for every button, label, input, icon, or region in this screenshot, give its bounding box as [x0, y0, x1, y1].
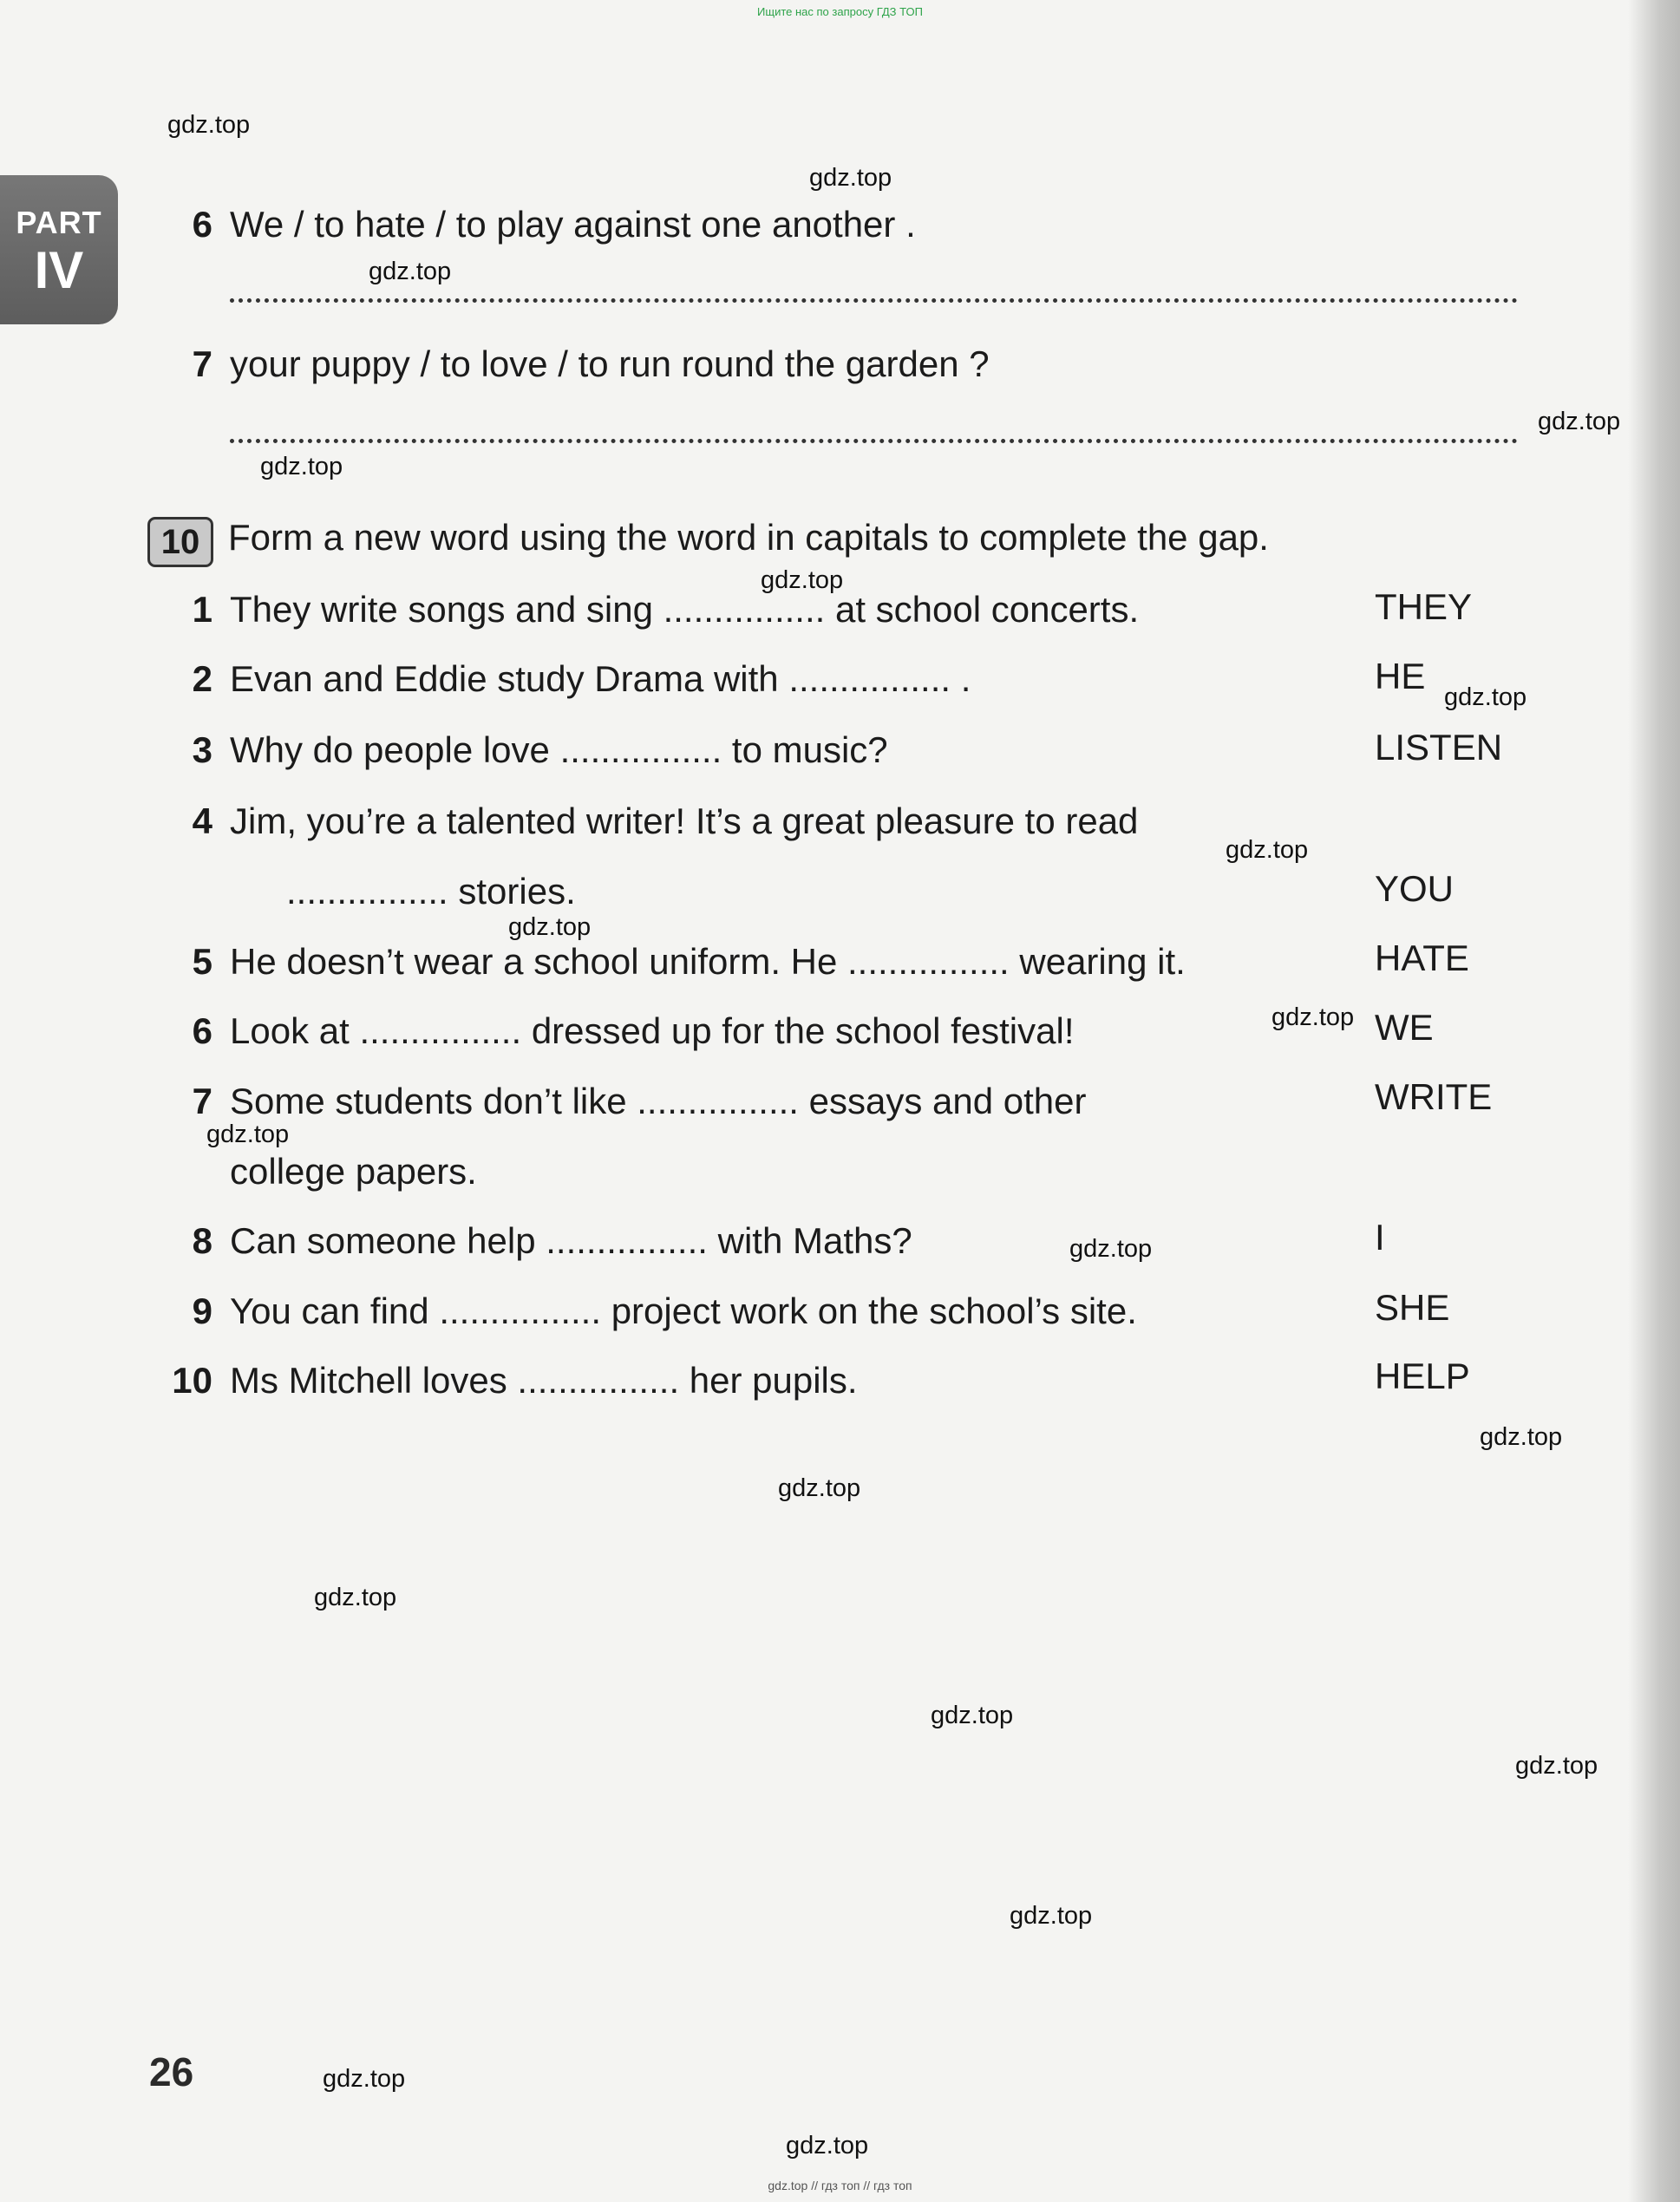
item-text-continued: college papers. — [230, 1151, 477, 1192]
item-text: You can find ................ project work on the school’s site. — [230, 1290, 1137, 1331]
item-text: They write songs and sing ................ at school concerts. — [230, 589, 1140, 630]
part-tab — [0, 175, 118, 324]
capital-word: SHE — [1375, 1287, 1450, 1328]
watermark: gdz.top — [809, 164, 892, 192]
watermark: gdz.top — [778, 1474, 861, 1502]
part-numeral: IV — [34, 241, 84, 299]
watermark: gdz.top — [1226, 836, 1309, 864]
item-number: 4 — [192, 800, 212, 841]
watermark: gdz.top — [1444, 683, 1527, 711]
watermark: gdz.top — [314, 1584, 397, 1611]
watermark: gdz.top — [167, 111, 251, 139]
answer-line — [230, 439, 1518, 443]
watermark: gdz.top — [369, 258, 452, 285]
watermark: gdz.top — [1538, 408, 1621, 435]
watermark: gdz.top — [508, 913, 592, 941]
watermark: gdz.top — [260, 453, 343, 480]
top-banner: Ищите нас по запросу ГДЗ ТОП — [757, 5, 923, 18]
item-number: 2 — [192, 658, 212, 699]
watermark: gdz.top — [1515, 1752, 1598, 1780]
answer-line — [230, 298, 1518, 303]
item-text: Evan and Eddie study Drama with ................ . — [230, 658, 971, 699]
capital-word: WRITE — [1375, 1076, 1493, 1117]
item-number: 10 — [172, 1360, 212, 1401]
item-number: 6 — [192, 1010, 212, 1051]
item-text: Jim, you’re a talented writer! It’s a great pleasure to read — [230, 800, 1139, 841]
capital-word: HELP — [1375, 1356, 1470, 1396]
watermark: gdz.top — [931, 1702, 1014, 1729]
watermark: gdz.top — [786, 2132, 869, 2160]
capital-word: HE — [1375, 656, 1426, 696]
capital-word: I — [1375, 1217, 1385, 1258]
item-number: 7 — [192, 343, 212, 384]
page-number: 26 — [149, 2049, 194, 2094]
watermark: gdz.top — [1069, 1235, 1153, 1263]
watermark: gdz.top — [1010, 1902, 1093, 1930]
item-number: 1 — [192, 589, 212, 630]
watermark: gdz.top — [206, 1121, 290, 1148]
item-number: 3 — [192, 729, 212, 770]
item-text: We / to hate / to play against one another . — [230, 204, 916, 245]
page-edge-shadow — [1628, 0, 1680, 2202]
exercise-instruction: Form a new word using the word in capitals to complete the gap. — [228, 517, 1269, 558]
item-text-continued: ................ stories. — [286, 871, 576, 912]
bottom-banner: gdz.top // гдз топ // гдз топ — [768, 2179, 912, 2192]
exercise-number-badge: 10 — [147, 517, 213, 567]
item-number: 6 — [192, 204, 212, 245]
item-number: 5 — [192, 941, 212, 982]
item-text: He doesn’t wear a school uniform. He ................ wearing it. — [230, 941, 1186, 982]
capital-word: YOU — [1375, 868, 1454, 909]
capital-word: THEY — [1375, 586, 1473, 627]
item-text: Ms Mitchell loves ................ her pupils. — [230, 1360, 858, 1401]
watermark: gdz.top — [1271, 1003, 1355, 1031]
item-text: Look at ................ dressed up for the school festival! — [230, 1010, 1075, 1051]
capital-word: WE — [1375, 1007, 1434, 1048]
watermark: gdz.top — [323, 2065, 406, 2093]
item-number: 7 — [192, 1081, 212, 1121]
item-text: Can someone help ................ with Maths? — [230, 1220, 912, 1261]
capital-word: LISTEN — [1375, 727, 1503, 768]
watermark: gdz.top — [1480, 1423, 1563, 1451]
item-text: Some students don’t like ................ essays and other — [230, 1081, 1087, 1121]
watermark: gdz.top — [761, 566, 844, 594]
item-text: your puppy / to love / to run round the garden ? — [230, 343, 990, 384]
item-number: 9 — [192, 1290, 212, 1331]
item-text: Why do people love ................ to music? — [230, 729, 888, 770]
capital-word: HATE — [1375, 938, 1469, 978]
part-label: PART — [16, 205, 102, 240]
item-number: 8 — [192, 1220, 212, 1261]
